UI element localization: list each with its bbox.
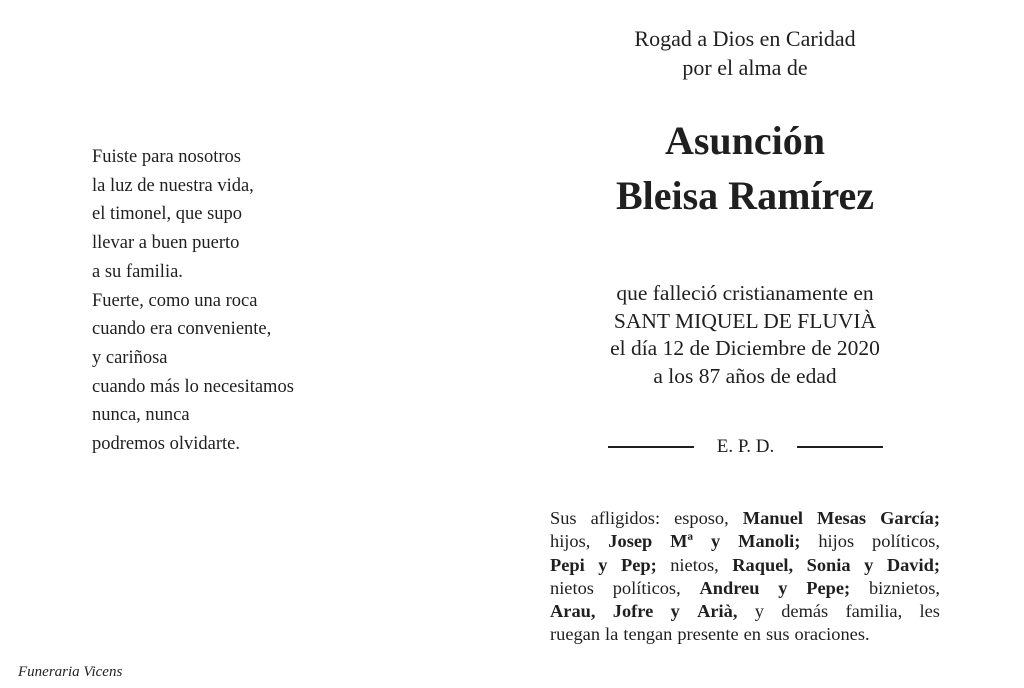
family-line — [550, 554, 940, 577]
family-name-word: García; — [880, 508, 940, 528]
family-word: hijos — [818, 531, 855, 552]
poem-line: cuando más lo necesitamos — [92, 376, 294, 397]
death-place: SANT MIQUEL DE FLUVIÀ — [613, 308, 877, 333]
poem-line: Fuerte, como una roca — [92, 290, 258, 311]
family-name-word: Mª — [670, 531, 694, 552]
family-word: sus — [766, 624, 790, 645]
family-word: presente — [677, 624, 739, 645]
family-word: y — [754, 601, 764, 622]
family-name-word: y — [598, 554, 608, 575]
family-mourners — [550, 507, 940, 647]
family-name-word: Arià, — [697, 601, 738, 622]
death-date: el día 12 de Diciembre de 2020 — [610, 336, 880, 360]
deceased-name — [540, 113, 950, 223]
family-name-word: Jofre — [612, 601, 654, 622]
family-word: políticos, — [612, 577, 681, 598]
family-word: tengan — [623, 624, 673, 645]
family-name-word: Raquel, — [732, 554, 794, 575]
epd-text: E. P. D. — [716, 436, 775, 457]
poem-line: Fuiste para nosotros — [92, 147, 242, 167]
divider-rule-right — [797, 446, 883, 447]
poem-line: nunca, nunca — [92, 405, 190, 426]
family-word: en — [743, 624, 761, 645]
family-word: biznietos, — [868, 577, 940, 598]
family-name-word: Manuel — [742, 508, 804, 528]
family-name-word: y — [670, 601, 680, 622]
epd-divider — [608, 435, 883, 459]
family-word: Sus — [550, 508, 577, 528]
family-word: oraciones. — [794, 624, 870, 645]
family-line — [550, 623, 940, 646]
deceased-surnames: Bleisa Ramírez — [615, 173, 875, 218]
family-name-word: Sonia — [806, 554, 851, 575]
poem — [92, 143, 392, 459]
family-word: nietos — [550, 577, 594, 598]
family-name-word: Pepi — [550, 554, 585, 575]
family-name-word: Pep; — [620, 554, 657, 575]
family-name-word: Manoli; — [738, 531, 801, 552]
family-name-word: Mesas — [817, 508, 867, 528]
death-details — [540, 280, 950, 390]
family-word: esposo, — [674, 508, 729, 528]
funeral-home-name: Funeraria Vicens — [18, 664, 123, 680]
family-name-word: Andreu — [699, 577, 760, 598]
divider-rule-left — [608, 446, 694, 447]
poem-line: y cariñosa — [92, 347, 168, 368]
family-word: políticos, — [872, 531, 940, 552]
family-word: afligidos: — [590, 508, 661, 528]
poem-line: la luz de nuestra vida, — [92, 175, 254, 196]
family-name-word: y — [778, 577, 788, 598]
family-name-word: Pepe; — [806, 577, 851, 598]
family-word: hijos, — [550, 531, 591, 552]
family-line — [550, 600, 940, 623]
family-word: ruegan — [550, 624, 601, 645]
family-name-word: y — [864, 554, 874, 575]
family-word: familia, — [845, 601, 903, 622]
deceased-first-name: Asunción — [664, 118, 826, 163]
family-line — [550, 530, 940, 553]
family-line — [550, 507, 940, 530]
poem-line: llevar a buen puerto — [92, 233, 240, 254]
details-intro-line: que falleció cristianamente en — [616, 281, 874, 305]
family-word: les — [919, 601, 940, 622]
family-line — [550, 577, 940, 600]
family-name-word: y — [710, 531, 721, 552]
prayer-line-2: por el alma de — [682, 55, 808, 80]
family-word: la — [605, 624, 619, 645]
poem-line: cuando era conveniente, — [92, 319, 272, 340]
family-name-word: Arau, — [550, 601, 596, 622]
prayer-line-1: Rogad a Dios en Caridad — [634, 26, 856, 51]
family-word: nietos, — [670, 554, 719, 575]
family-name-word: David; — [886, 554, 940, 575]
poem-line: el timonel, que supo — [92, 204, 243, 225]
family-name-word: Josep — [608, 531, 653, 552]
prayer-request — [540, 24, 950, 82]
death-age: a los 87 años de edad — [653, 363, 837, 388]
poem-line: podremos olvidarte. — [92, 434, 240, 455]
family-word: demás — [781, 601, 829, 622]
poem-line: a su familia. — [92, 261, 183, 282]
